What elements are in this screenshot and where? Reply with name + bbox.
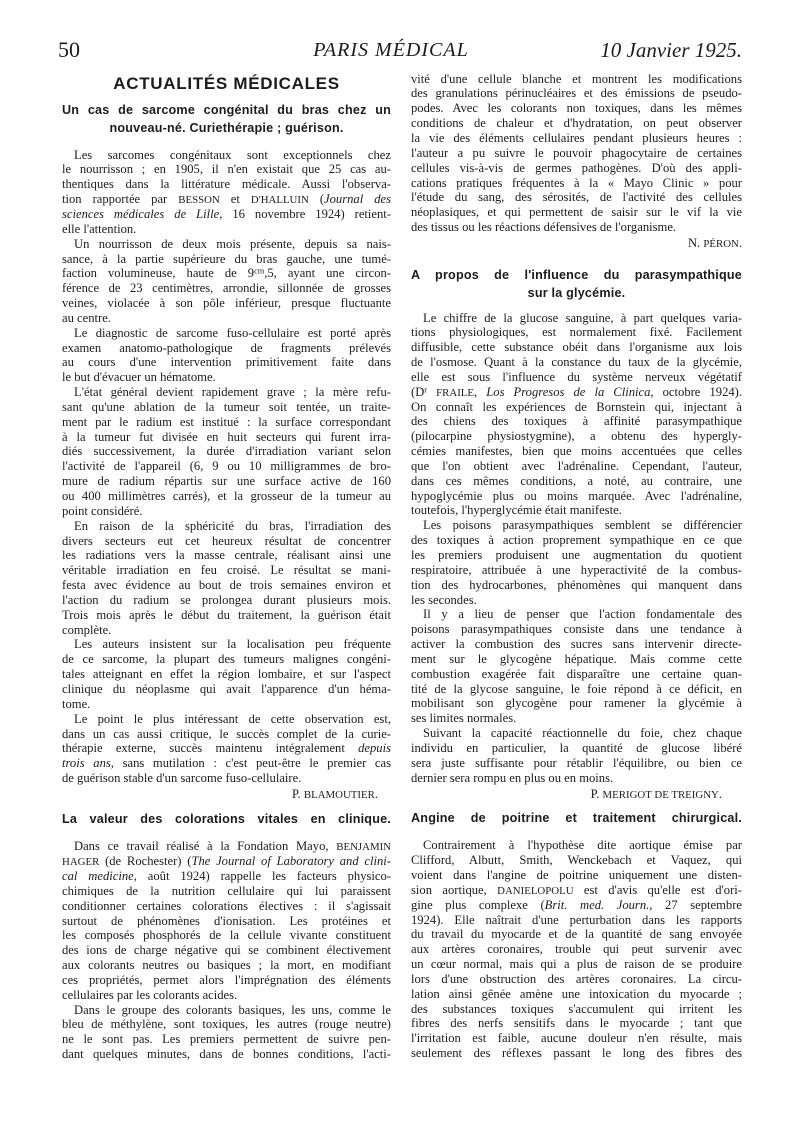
text-line: que l'on obtient avec l'adrénaline. Cependant, l'auteur, bbox=[411, 458, 742, 473]
text-line: lors d'une obstruction des artères coronaires. La circu- bbox=[411, 971, 742, 986]
section-title: ACTUALITÉS MÉDICALES bbox=[113, 74, 340, 93]
text-line: mobilisant son glycogène pour ramener la glycémie à bbox=[411, 696, 742, 711]
text-line: diés successivement, la durée d'irradiation variant selon bbox=[62, 444, 391, 459]
paragraph bbox=[62, 326, 391, 385]
text-line: Il y a lieu de penser que l'action fondamentale des bbox=[423, 607, 742, 622]
text-line: Angine de poitrine et traitement chirurgical. bbox=[411, 810, 742, 825]
text-run: ( bbox=[308, 192, 325, 207]
small-caps-name: HAGER bbox=[62, 856, 100, 869]
italic-text: sciences médicales de Lille bbox=[62, 206, 220, 221]
text-line: tion des hydrocarbones, phénomènes qui manquent dans bbox=[411, 577, 742, 592]
text-line bbox=[62, 854, 391, 869]
text-line: férence de 23 centimètres, arrondie, sillonnée de grosses bbox=[62, 281, 391, 296]
issue-date: 10 Janvier 1925. bbox=[600, 38, 742, 62]
text-line: On connaît les expériences de Bornstein qui, injectant à bbox=[411, 399, 742, 414]
text-line: vité d'une cellule blanche et montrent les modifications bbox=[411, 71, 742, 86]
small-caps-name: D'HALLUIN bbox=[250, 194, 309, 207]
text-run: Dans ce travail réalisé à la Fondation Mayo, bbox=[74, 839, 337, 854]
text-run: N. bbox=[687, 235, 704, 250]
text-line: Clifford, Albutt, Smith, Wenckebach et Vaquez, qui bbox=[411, 853, 742, 868]
text-line: l'activité de l'appareil (6, 9 ou 10 milligrammes de bro- bbox=[62, 459, 391, 474]
text-line: les radiations vers la masse centrale, réalisant ainsi une bbox=[62, 548, 391, 563]
italic-text: Brit. med. Journ. bbox=[544, 897, 650, 912]
text-line bbox=[411, 883, 742, 898]
text-line: Les sarcomes congénitaux sont exceptionnels chez bbox=[74, 147, 391, 162]
text-line: du travail du myocarde et de la quantité de sang envoyée bbox=[411, 927, 742, 942]
text-line: aux artères coronaires, trouble qui peut survenir avec bbox=[411, 942, 742, 957]
text-line: tome. bbox=[62, 696, 91, 711]
text-line: hypoglycémie plus ou moins marquée. Avec l'adrénaline, bbox=[411, 488, 742, 503]
text-line: sera juste suffisante pour rétablir l'équilibre, ou bien ce bbox=[411, 755, 742, 770]
text-line: aux colorants neutres ou basiques ; la mort, en modifiant bbox=[62, 958, 391, 973]
text-run: gine plus complexe ( bbox=[411, 897, 545, 912]
paragraph bbox=[411, 72, 742, 235]
text-line: diffusible, cette substance obéit dans l'organisme aux lois bbox=[411, 340, 742, 355]
paragraph bbox=[62, 637, 391, 711]
text-line: au centre. bbox=[62, 310, 111, 325]
text-line: Le chiffre de la glucose sanguine, à part quelques varia- bbox=[423, 310, 742, 325]
text-line: ment sur le glycogène hépatique. Mais comme cette bbox=[411, 651, 742, 666]
text-line: le nourrisson ; en 1905, il n'en existait que 25 cas au- bbox=[62, 162, 391, 177]
text-line: tité de la glycose sanguine, le foie répond à ce déficit, en bbox=[411, 681, 742, 696]
text-line: sance, à la partie supérieure du bras gauche, une tumé- bbox=[62, 251, 391, 266]
text-line: veines, violacée à son pôle inférieur, presque fluctuante bbox=[62, 296, 391, 311]
text-run: , bbox=[474, 384, 487, 399]
text-line: thentiques dans la littérature médicale. Aussi l'observa- bbox=[62, 177, 391, 192]
right-column bbox=[411, 72, 742, 1061]
italic-text: cal medicine bbox=[62, 869, 134, 883]
text-line: clinique du néoplasme qui avait l'apparence d'un héma- bbox=[62, 681, 391, 696]
text-line: cellules vis-à-vis de germes pathogènes. D'où des appli- bbox=[411, 160, 742, 175]
text-line: cémies manifestes, bien que moins accentuées que celles bbox=[411, 444, 742, 459]
paragraph bbox=[411, 838, 742, 1061]
text-line: des substances toxiques s'accumulent qui irritent les bbox=[411, 1001, 742, 1016]
text-line: cations pratiques fréquentes à la « Mayo Clinic » pour bbox=[411, 175, 742, 190]
text-line: de guérison stable d'un sarcome fuso-cellulaire. bbox=[62, 771, 302, 786]
text-line: l'action du radium se prolongea durant plusieurs mois. bbox=[62, 592, 391, 607]
text-line: de ce sarcome, la plupart des tumeurs malignes congéni- bbox=[62, 652, 391, 667]
text-line: ses limites normales. bbox=[411, 711, 517, 726]
text-run: ,5, ayant une circon- bbox=[264, 266, 392, 281]
text-line bbox=[62, 192, 391, 207]
text-run: . bbox=[374, 786, 378, 801]
text-run: thérapie externe, succès maintenu intégralement bbox=[62, 741, 359, 756]
text-line: véritable irradiation en feu croisé. Le résultat se mani- bbox=[62, 563, 391, 578]
text-line bbox=[62, 756, 391, 771]
text-line: Contrairement à l'hypothèse dite aortique émise par bbox=[423, 838, 742, 853]
text-line: des tissus ou les réactions défensives de l'organisme. bbox=[411, 220, 677, 235]
text-line: dant quelques minutes, dans de bonnes conditions, l'acti- bbox=[62, 1047, 391, 1062]
text-line: les premiers produisent une augmentation du quotient bbox=[411, 548, 742, 562]
article-title bbox=[62, 810, 391, 828]
text-line bbox=[411, 385, 742, 400]
small-caps-name: DANIELOPOLU bbox=[497, 884, 574, 897]
text-line: surtout de phénomènes d'ionisation. Les protéines et bbox=[62, 913, 391, 928]
paragraph bbox=[62, 385, 391, 519]
text-line: Un cas de sarcome congénital du bras chez un bbox=[62, 103, 391, 117]
text-line: complète. bbox=[62, 622, 112, 637]
small-caps-name: BLAMOUTIER bbox=[303, 788, 375, 801]
text-line: elle est sous l'influence du système nerveux végétatif bbox=[411, 369, 742, 384]
text-line: A propos de l'influence du parasympathique bbox=[411, 268, 742, 283]
text-line: tales atteignant en effet la région lombaire, et sur l'aspect bbox=[62, 667, 391, 682]
text-line: ment par le radium est institué : la surface correspondant bbox=[62, 414, 391, 429]
text-run: . bbox=[718, 786, 722, 801]
text-line bbox=[411, 787, 722, 802]
text-line: de l'osmose. Quant à la constance du taux de la glycémie, bbox=[411, 355, 742, 370]
paragraph bbox=[62, 237, 391, 326]
text-line: respiratoire, attribuée à une hyperactivité de la combus- bbox=[411, 562, 742, 577]
small-caps-name: FRAILE bbox=[436, 386, 475, 399]
text-line: 1924). Elle naîtrait d'une perturbation dans les rapports bbox=[411, 912, 742, 927]
small-caps-name: MERIGOT DE TREIGNY bbox=[602, 788, 719, 801]
text-line: elle l'attention. bbox=[62, 221, 137, 236]
paragraph bbox=[62, 1003, 391, 1062]
text-line: dans un cas aussi critique, le succès complet de la curie- bbox=[62, 726, 391, 741]
small-caps-name: BENJAMIN bbox=[336, 841, 391, 854]
text-run: tion rapportée par bbox=[62, 192, 179, 207]
paragraph bbox=[411, 311, 742, 519]
text-line: des ions de charge négative qui se combinent électivement bbox=[62, 943, 391, 958]
text-line: ou 400 millimètres carrés), et la grosseur de la tumeur au bbox=[62, 489, 391, 503]
text-line bbox=[62, 787, 378, 802]
text-run: faction volumineuse, haute de 9 bbox=[62, 266, 255, 281]
text-line: En raison de la sphéricité du bras, l'irradiation des bbox=[74, 518, 391, 533]
text-line: des chiens des toxiques à affinité parasympathique bbox=[411, 414, 742, 429]
text-line bbox=[62, 839, 391, 854]
text-run: est d'avis qu'elle est d'ori- bbox=[573, 882, 742, 897]
text-line: seulement des réflexes passant le long des fibres des bbox=[411, 1046, 742, 1061]
text-line: individu en particulier, la quantité de glucose libéré bbox=[411, 740, 742, 755]
text-line bbox=[411, 898, 742, 913]
left-column bbox=[62, 71, 391, 1062]
text-line: les composés phosphorés de la cellule vivante constituent bbox=[62, 928, 391, 943]
text-line: Le point le plus intéressant de cette observation est, bbox=[74, 711, 391, 726]
article-title bbox=[411, 809, 742, 827]
text-line: les secondes. bbox=[411, 592, 477, 607]
text-line: dernier sera rompu en plus ou en moins. bbox=[411, 770, 614, 785]
text-line: Les poisons parasympathiques semblent se différencier bbox=[423, 518, 742, 533]
text-line bbox=[411, 236, 742, 251]
text-line: (pilocarpine physiostygmine), a obtenu des hypergly- bbox=[411, 429, 742, 444]
text-line: nouveau-né. Curiethérapie ; guérison. bbox=[109, 121, 344, 135]
text-run: et bbox=[219, 192, 251, 207]
text-line: point considéré. bbox=[62, 503, 143, 518]
paragraph bbox=[411, 607, 742, 726]
text-line: mure de radium répartis sur une surface active de 160 bbox=[62, 474, 391, 489]
italic-text: depuis bbox=[358, 741, 391, 756]
text-line: ne le sont pas. Les premiers permettent de suivre pen- bbox=[62, 1032, 391, 1047]
text-line: tions physiologiques, est normalement fixé. Facilement bbox=[411, 325, 742, 340]
text-run: P. bbox=[291, 786, 304, 801]
paragraph bbox=[62, 519, 391, 638]
text-line: lation ainsi gênée amène une intoxication du myocarde ; bbox=[411, 986, 742, 1001]
italic-text: The Journal of Laboratory and clini- bbox=[191, 854, 391, 869]
text-line: divers secteurs eut cet heureux résultat de concentrer bbox=[62, 533, 391, 548]
paragraph bbox=[62, 712, 391, 786]
text-run: . bbox=[738, 235, 742, 250]
text-line: cellulaires par les colorants acides. bbox=[62, 987, 238, 1002]
article-title bbox=[62, 101, 391, 137]
italic-text: trois ans bbox=[62, 756, 111, 771]
text-line: chimiques de la nutrition cellulaire qui lui paraissent bbox=[62, 883, 391, 898]
text-line: à la tumeur fut divisée en huit secteurs qui furent irra- bbox=[62, 429, 391, 444]
text-line: Trois mois après le début du traitement, la guérison était bbox=[62, 607, 391, 622]
text-line: Suivant la capacité réactionnelle du foie, chez chaque bbox=[423, 726, 742, 741]
text-run: (D bbox=[411, 384, 425, 399]
author-signature bbox=[411, 787, 742, 802]
text-line: L'état général devient rapidement grave ; la mère refu- bbox=[74, 385, 391, 400]
text-line: sur la glycémie. bbox=[527, 286, 626, 301]
text-line: un cœur normal, mais qui a plus de raison de se produire bbox=[411, 957, 742, 972]
text-line: conditions de chaleur et d'hydratation, on peut observer bbox=[411, 116, 742, 131]
italic-text: Journal des bbox=[324, 192, 392, 207]
text-run: , octobre 1924). bbox=[650, 384, 742, 399]
author-signature bbox=[62, 787, 391, 802]
text-line: bleu de méthylène, sont toxiques, les autres (rouge neutre) bbox=[62, 1017, 391, 1032]
text-line: toutefois, l'hyperglycémie était manifeste. bbox=[411, 503, 622, 518]
text-line: néoplasiques, et qui permettent de saisir sur le vif la vie bbox=[411, 205, 742, 220]
text-run: , 27 septembre bbox=[649, 897, 742, 912]
text-line bbox=[62, 741, 391, 756]
text-line: Dans le groupe des colorants basiques, les uns, comme le bbox=[74, 1002, 391, 1017]
text-line: Un nourrisson de deux mois présente, depuis sa nais- bbox=[74, 236, 391, 251]
text-line: l'auteur a pu suivre le pouvoir phagocytaire de certaines bbox=[411, 145, 742, 160]
text-line bbox=[62, 869, 391, 884]
text-line: voient dans l'angine de poitrine uniquement une disten- bbox=[411, 868, 742, 883]
text-run: sion aortique, bbox=[411, 882, 498, 897]
text-run: , sans mutilation : c'est peut-être le premier cas bbox=[110, 756, 391, 771]
paragraph bbox=[62, 148, 391, 237]
text-line: festa avec évidence au bout de trois semaines environ et bbox=[62, 578, 391, 593]
text-line: Le diagnostic de sarcome fuso-cellulaire est porté après bbox=[74, 325, 391, 340]
text-line: sant qu'une ablation de la tumeur soit tentée, un traite- bbox=[62, 399, 391, 414]
text-run: (de Rochester) ( bbox=[99, 854, 192, 869]
text-line: dans ces mêmes conditions, a noté, au contraire, une bbox=[411, 473, 742, 488]
text-line: podes. Avec les colorants non toxiques, dans les mêmes bbox=[411, 101, 742, 116]
text-line: conditionner certaines colorations électives : il s'agissait bbox=[62, 898, 391, 913]
italic-text: Los Progresos de la Clinica bbox=[486, 384, 651, 399]
paragraph bbox=[411, 726, 742, 785]
page-number: 50 bbox=[58, 37, 80, 62]
text-line: fibres des nerfs sensitifs dans le myocarde ; tant que bbox=[411, 1016, 742, 1031]
text-line: activer la combustion des sucres sans intervenir directe- bbox=[411, 637, 742, 652]
superscript: cm bbox=[254, 266, 265, 276]
text-line bbox=[62, 266, 391, 281]
text-line: au cours d'une intervention primitivement faite dans bbox=[62, 355, 391, 370]
text-run: , 16 novembre 1924) retient- bbox=[219, 206, 391, 221]
text-line: des granulations périnucléaires et des émissions de pseudo- bbox=[411, 86, 742, 101]
article-title bbox=[411, 266, 742, 302]
journal-title: PARIS MÉDICAL bbox=[313, 39, 469, 61]
paragraph bbox=[62, 839, 391, 1002]
small-caps-name: BESSON bbox=[178, 194, 220, 207]
text-line: examen anatomo-pathologique de fragments prélevés bbox=[62, 340, 391, 355]
superscript: r bbox=[424, 384, 428, 394]
text-run: P. bbox=[590, 786, 603, 801]
text-run: , août 1924) rappelle les facteurs physico- bbox=[133, 869, 391, 883]
text-line bbox=[62, 207, 391, 222]
text-line: l'étude du sang, des sérosités, de l'activité des cellules bbox=[411, 190, 742, 205]
paragraph bbox=[411, 518, 742, 607]
text-line: La valeur des colorations vitales en clinique. bbox=[62, 811, 391, 826]
text-run bbox=[427, 385, 436, 399]
text-line: poisons parasympathiques consiste dans une tendance à bbox=[411, 622, 742, 637]
text-line: combustion exagérée fait disparaître une certaine quan- bbox=[411, 666, 742, 681]
small-caps-name: PÉRON bbox=[703, 237, 739, 250]
author-signature bbox=[411, 236, 742, 251]
text-line: l'irritation est faible, aucune douleur n'en résulte, mais bbox=[411, 1031, 742, 1046]
text-line: la vie des éléments cellulaires pendant plusieurs heures : bbox=[411, 130, 742, 145]
text-line: des toxiques à action proprement sympathique en ce que bbox=[411, 533, 742, 548]
text-line: le but d'évacuer un hématome. bbox=[62, 370, 216, 385]
text-line: Les auteurs insistent sur la localisation peu fréquente bbox=[74, 637, 391, 652]
text-line: ces propriétés, permet alors l'imprégnation des éléments bbox=[62, 972, 391, 987]
